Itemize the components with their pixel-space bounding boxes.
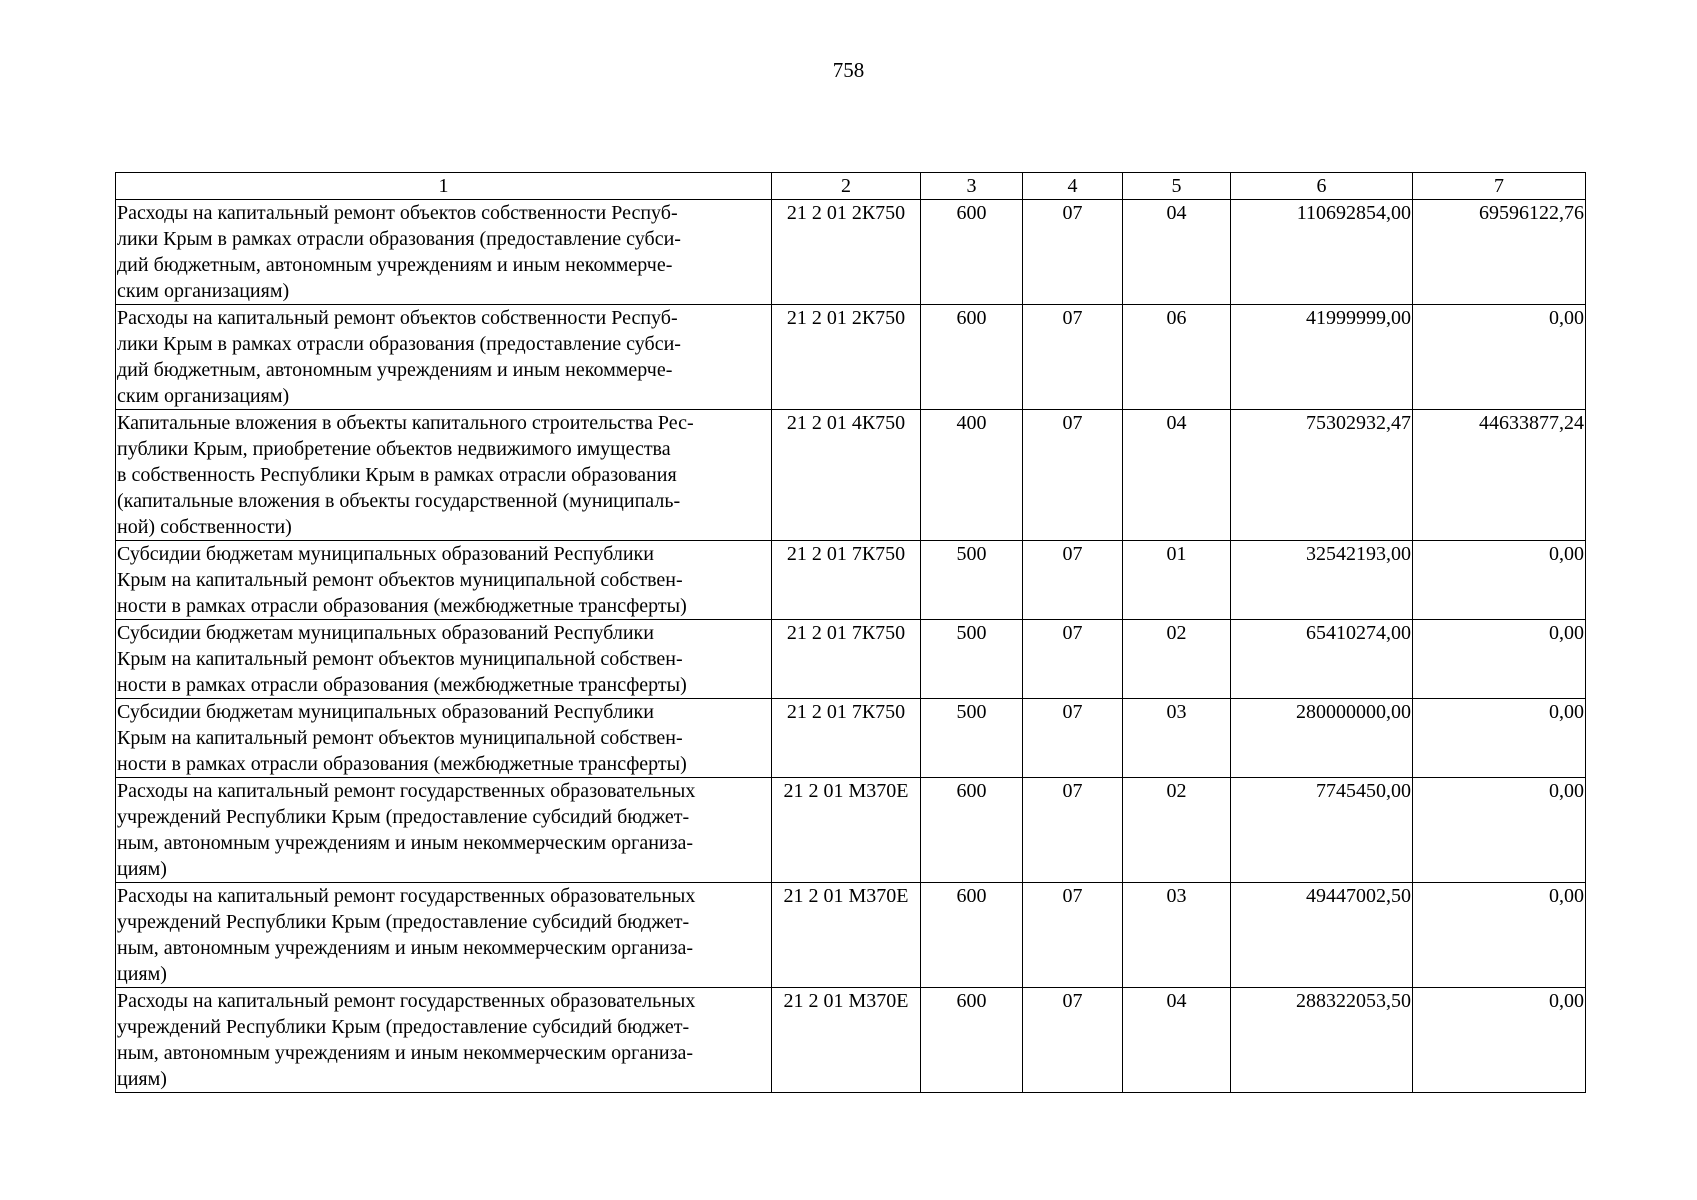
cell-amount-col6: 110692854,00 [1231,200,1413,305]
cell-target-code: 21 2 01 2К750 [772,200,921,305]
cell-target-code: 21 2 01 М370Е [772,883,921,988]
cell-section: 07 [1023,620,1123,699]
cell-amount-col6: 7745450,00 [1231,778,1413,883]
cell-amount-col6: 288322053,50 [1231,988,1413,1093]
cell-amount-col7: 0,00 [1413,699,1586,778]
cell-amount-col7: 0,00 [1413,620,1586,699]
cell-subsection: 04 [1123,410,1231,541]
cell-target-code: 21 2 01 2К750 [772,305,921,410]
table-body [116,200,1586,1093]
column-header-5: 5 [1123,173,1231,200]
cell-amount-col7: 0,00 [1413,883,1586,988]
cell-subsection: 03 [1123,699,1231,778]
column-header-3: 3 [921,173,1023,200]
cell-target-code: 21 2 01 М370Е [772,988,921,1093]
cell-subsection: 02 [1123,778,1231,883]
table-row [116,883,1586,988]
cell-target-code: 21 2 01 7К750 [772,620,921,699]
table-row [116,541,1586,620]
cell-subsection: 06 [1123,305,1231,410]
cell-section: 07 [1023,410,1123,541]
cell-expense-type: 600 [921,200,1023,305]
cell-amount-col7: 0,00 [1413,778,1586,883]
cell-amount-col7: 44633877,24 [1413,410,1586,541]
cell-expense-type: 600 [921,305,1023,410]
cell-description: Расходы на капитальный ремонт объектов собственности Респуб- лики Крым в рамках отрасли образования (предоставление субси- дий бюджетным, автономным учреждениям и иным некоммерче- ским организациям) [116,305,772,410]
column-header-6: 6 [1231,173,1413,200]
header-row [116,173,1586,200]
cell-section: 07 [1023,541,1123,620]
table-row [116,410,1586,541]
table-row [116,200,1586,305]
table-row [116,305,1586,410]
cell-description: Расходы на капитальный ремонт государственных образовательных учреждений Республики Крым (предоставление субсидий бюджет- ным, автономным учреждениям и иным некоммерческим организа- циям) [116,778,772,883]
page-number: 758 [832,58,865,82]
cell-description: Расходы на капитальный ремонт государственных образовательных учреждений Республики Крым (предоставление субсидий бюджет- ным, автономным учреждениям и иным некоммерческим организа- циям) [116,988,772,1093]
cell-description: Расходы на капитальный ремонт объектов собственности Респуб- лики Крым в рамках отрасли образования (предоставление субси- дий бюджетным, автономным учреждениям и иным некоммерче- ским организациям) [116,200,772,305]
cell-target-code: 21 2 01 7К750 [772,541,921,620]
cell-expense-type: 600 [921,988,1023,1093]
cell-amount-col6: 32542193,00 [1231,541,1413,620]
cell-amount-col7: 0,00 [1413,988,1586,1093]
cell-subsection: 03 [1123,883,1231,988]
cell-expense-type: 400 [921,410,1023,541]
cell-description: Капитальные вложения в объекты капитального строительства Рес- публики Крым, приобретение объектов недвижимого имущества в собственность Республики Крым в рамках отрасли образования (капитальные вложения в объекты государственной (муниципаль- ной) собственности) [116,410,772,541]
cell-expense-type: 500 [921,699,1023,778]
budget-table [115,172,1586,1093]
cell-amount-col6: 75302932,47 [1231,410,1413,541]
cell-amount-col6: 41999999,00 [1231,305,1413,410]
column-header-1: 1 [116,173,772,200]
cell-section: 07 [1023,699,1123,778]
column-header-7: 7 [1413,173,1586,200]
cell-expense-type: 600 [921,778,1023,883]
table-row [116,988,1586,1093]
cell-target-code: 21 2 01 4К750 [772,410,921,541]
cell-expense-type: 500 [921,620,1023,699]
cell-target-code: 21 2 01 7К750 [772,699,921,778]
column-header-4: 4 [1023,173,1123,200]
table-row [116,778,1586,883]
cell-subsection: 04 [1123,200,1231,305]
cell-section: 07 [1023,778,1123,883]
cell-expense-type: 500 [921,541,1023,620]
cell-description: Расходы на капитальный ремонт государственных образовательных учреждений Республики Крым (предоставление субсидий бюджет- ным, автономным учреждениям и иным некоммерческим организа- циям) [116,883,772,988]
cell-amount-col6: 49447002,50 [1231,883,1413,988]
cell-amount-col6: 280000000,00 [1231,699,1413,778]
cell-section: 07 [1023,883,1123,988]
cell-description: Субсидии бюджетам муниципальных образований Республики Крым на капитальный ремонт объектов муниципальной собствен- ности в рамках отрасли образования (межбюджетные трансферты) [116,699,772,778]
cell-amount-col7: 0,00 [1413,305,1586,410]
cell-description: Субсидии бюджетам муниципальных образований Республики Крым на капитальный ремонт объектов муниципальной собствен- ности в рамках отрасли образования (межбюджетные трансферты) [116,541,772,620]
column-header-2: 2 [772,173,921,200]
table-row [116,620,1586,699]
cell-subsection: 01 [1123,541,1231,620]
cell-subsection: 02 [1123,620,1231,699]
cell-section: 07 [1023,988,1123,1093]
cell-amount-col7: 69596122,76 [1413,200,1586,305]
cell-target-code: 21 2 01 М370Е [772,778,921,883]
cell-section: 07 [1023,305,1123,410]
cell-section: 07 [1023,200,1123,305]
cell-expense-type: 600 [921,883,1023,988]
table-row [116,699,1586,778]
cell-description: Субсидии бюджетам муниципальных образований Республики Крым на капитальный ремонт объектов муниципальной собствен- ности в рамках отрасли образования (межбюджетные трансферты) [116,620,772,699]
cell-subsection: 04 [1123,988,1231,1093]
cell-amount-col6: 65410274,00 [1231,620,1413,699]
cell-amount-col7: 0,00 [1413,541,1586,620]
